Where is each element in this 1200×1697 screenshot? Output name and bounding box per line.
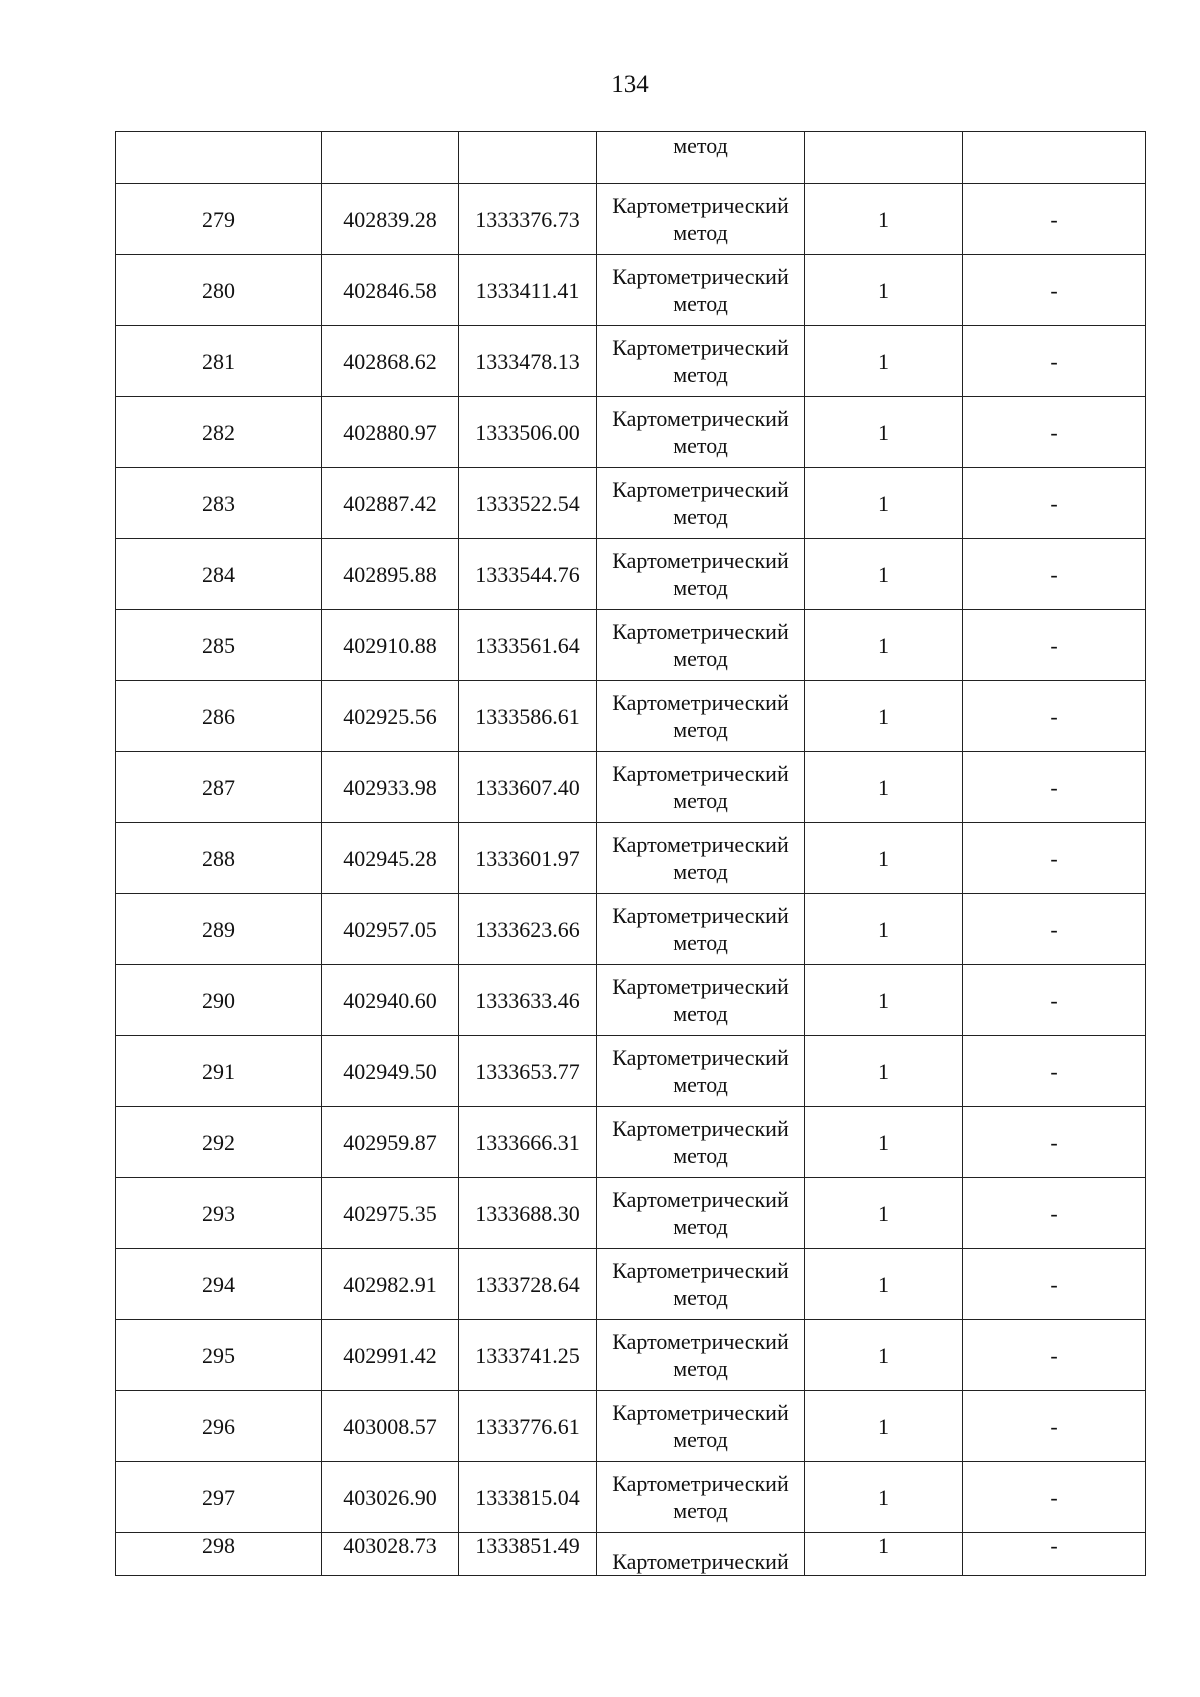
method-line1: Картометрический <box>612 1045 789 1070</box>
cell-method <box>597 1036 805 1107</box>
cell-accuracy: 1 <box>805 255 963 326</box>
cell-num: 280 <box>116 255 322 326</box>
cell-method <box>597 1462 805 1533</box>
cell-num: 283 <box>116 468 322 539</box>
cell-x <box>322 132 459 184</box>
cell-num: 291 <box>116 1036 322 1107</box>
cell-method <box>597 752 805 823</box>
cell-note: - <box>963 468 1146 539</box>
cell-num: 296 <box>116 1391 322 1462</box>
cell-x: 402868.62 <box>322 326 459 397</box>
table-row <box>116 468 1146 539</box>
cell-accuracy: 1 <box>805 1249 963 1320</box>
cell-y: 1333411.41 <box>459 255 597 326</box>
cell-accuracy: 1 <box>805 1391 963 1462</box>
cell-y: 1333623.66 <box>459 894 597 965</box>
cell-y: 1333601.97 <box>459 823 597 894</box>
cell-y: 1333815.04 <box>459 1462 597 1533</box>
cell-accuracy: 1 <box>805 397 963 468</box>
cell-accuracy: 1 <box>805 1036 963 1107</box>
cell-y: 1333506.00 <box>459 397 597 468</box>
cell-x: 402910.88 <box>322 610 459 681</box>
cell-x: 403028.73 <box>322 1533 459 1576</box>
cell-num: 288 <box>116 823 322 894</box>
method-line1: Картометрический <box>612 690 789 715</box>
cell-num: 293 <box>116 1178 322 1249</box>
method-line2: метод <box>673 1356 728 1381</box>
cell-method <box>597 1320 805 1391</box>
cell-y: 1333728.64 <box>459 1249 597 1320</box>
cell-note: - <box>963 1107 1146 1178</box>
method-line1: Картометрический <box>612 1400 789 1425</box>
cell-y: 1333544.76 <box>459 539 597 610</box>
cell-y: 1333666.31 <box>459 1107 597 1178</box>
cell-x: 402945.28 <box>322 823 459 894</box>
cell-method <box>597 1107 805 1178</box>
table-row <box>116 1320 1146 1391</box>
method-line2: метод <box>673 717 728 742</box>
cell-method <box>597 539 805 610</box>
method-line1: Картометрический <box>612 1116 789 1141</box>
table-row <box>116 1462 1146 1533</box>
method-line2: метод <box>673 1001 728 1026</box>
cell-accuracy: 1 <box>805 894 963 965</box>
cell-num: 281 <box>116 326 322 397</box>
cell-x: 403008.57 <box>322 1391 459 1462</box>
cell-note: - <box>963 610 1146 681</box>
cell-y: 1333376.73 <box>459 184 597 255</box>
cell-num: 297 <box>116 1462 322 1533</box>
cell-num: 287 <box>116 752 322 823</box>
cell-x: 402982.91 <box>322 1249 459 1320</box>
cell-y: 1333851.49 <box>459 1533 597 1576</box>
cell-accuracy <box>805 132 963 184</box>
method-line1: Картометрический <box>612 619 789 644</box>
method-line1: Картометрический <box>612 1258 789 1283</box>
cell-x: 403026.90 <box>322 1462 459 1533</box>
cell-x: 402846.58 <box>322 255 459 326</box>
method-line2: метод <box>673 433 728 458</box>
cell-y: 1333607.40 <box>459 752 597 823</box>
method-line2: метод <box>673 1143 728 1168</box>
cell-x: 402959.87 <box>322 1107 459 1178</box>
cell-method: Картометрический <box>597 1533 805 1576</box>
cell-note <box>963 132 1146 184</box>
method-line2: метод <box>673 291 728 316</box>
cell-num: 289 <box>116 894 322 965</box>
method-line1: Картометрический <box>612 1329 789 1354</box>
cell-y: 1333653.77 <box>459 1036 597 1107</box>
method-line1: Картометрический <box>612 193 789 218</box>
cell-note: - <box>963 1249 1146 1320</box>
method-line2: метод <box>673 1285 728 1310</box>
cell-note: - <box>963 397 1146 468</box>
method-line1: Картометрический <box>612 477 789 502</box>
cell-method <box>597 965 805 1036</box>
cell-accuracy: 1 <box>805 1107 963 1178</box>
cell-method <box>597 823 805 894</box>
method-line1: Картометрический <box>612 832 789 857</box>
page-number: 134 <box>611 71 649 98</box>
cell-num: 298 <box>116 1533 322 1576</box>
cell-x: 402940.60 <box>322 965 459 1036</box>
cell-note: - <box>963 752 1146 823</box>
cell-x: 402895.88 <box>322 539 459 610</box>
table-row <box>116 539 1146 610</box>
cell-x: 402880.97 <box>322 397 459 468</box>
cell-note: - <box>963 681 1146 752</box>
cell-method <box>597 326 805 397</box>
cell-method <box>597 132 805 184</box>
method-line2: метод <box>673 930 728 955</box>
method-line1: Картометрический <box>612 264 789 289</box>
cell-note: - <box>963 1036 1146 1107</box>
cell-method <box>597 1391 805 1462</box>
method-line2: метод <box>673 575 728 600</box>
cell-y <box>459 132 597 184</box>
method-line1: Картометрический <box>612 903 789 928</box>
table-row <box>116 752 1146 823</box>
cell-y: 1333586.61 <box>459 681 597 752</box>
cell-y: 1333776.61 <box>459 1391 597 1462</box>
method-line1: Картометрический <box>612 548 789 573</box>
cell-num: 284 <box>116 539 322 610</box>
cell-num: 294 <box>116 1249 322 1320</box>
table-row <box>116 681 1146 752</box>
table-row <box>116 326 1146 397</box>
cell-method <box>597 610 805 681</box>
cell-num: 290 <box>116 965 322 1036</box>
cell-note: - <box>963 539 1146 610</box>
cell-accuracy: 1 <box>805 1533 963 1576</box>
cell-note: - <box>963 255 1146 326</box>
table-row-last <box>116 1533 1146 1576</box>
cell-accuracy: 1 <box>805 1462 963 1533</box>
method-line1: Картометрический <box>612 974 789 999</box>
cell-method <box>597 681 805 752</box>
table-row-continued <box>116 132 1146 184</box>
cell-method <box>597 894 805 965</box>
method-line2: метод <box>673 362 728 387</box>
cell-note: - <box>963 823 1146 894</box>
cell-method <box>597 397 805 468</box>
table-row <box>116 1391 1146 1462</box>
cell-x: 402949.50 <box>322 1036 459 1107</box>
cell-method <box>597 1249 805 1320</box>
table-row <box>116 823 1146 894</box>
cell-accuracy: 1 <box>805 184 963 255</box>
cell-y: 1333561.64 <box>459 610 597 681</box>
cell-accuracy: 1 <box>805 823 963 894</box>
cell-note: - <box>963 1320 1146 1391</box>
cell-note: - <box>963 965 1146 1036</box>
table-row <box>116 1107 1146 1178</box>
cell-x: 402991.42 <box>322 1320 459 1391</box>
table-row <box>116 184 1146 255</box>
table-row <box>116 894 1146 965</box>
method-line2: метод <box>673 133 728 158</box>
method-line2: метод <box>673 859 728 884</box>
cell-accuracy: 1 <box>805 1178 963 1249</box>
cell-x: 402925.56 <box>322 681 459 752</box>
cell-method <box>597 184 805 255</box>
cell-y: 1333522.54 <box>459 468 597 539</box>
cell-method <box>597 1178 805 1249</box>
method-line2: метод <box>673 788 728 813</box>
table-row <box>116 397 1146 468</box>
table-row <box>116 1249 1146 1320</box>
method-line2: метод <box>673 1427 728 1452</box>
table-row <box>116 1036 1146 1107</box>
cell-y: 1333478.13 <box>459 326 597 397</box>
method-line2: метод <box>673 646 728 671</box>
table-row <box>116 255 1146 326</box>
cell-method <box>597 468 805 539</box>
cell-num: 295 <box>116 1320 322 1391</box>
cell-accuracy: 1 <box>805 681 963 752</box>
cell-note: - <box>963 894 1146 965</box>
cell-x: 402839.28 <box>322 184 459 255</box>
cell-num: 285 <box>116 610 322 681</box>
cell-accuracy: 1 <box>805 326 963 397</box>
cell-accuracy: 1 <box>805 1320 963 1391</box>
cell-note: - <box>963 1462 1146 1533</box>
cell-x: 402887.42 <box>322 468 459 539</box>
method-line2: метод <box>673 504 728 529</box>
coordinates-table <box>115 131 1146 1576</box>
cell-accuracy: 1 <box>805 468 963 539</box>
cell-x: 402975.35 <box>322 1178 459 1249</box>
cell-num: 279 <box>116 184 322 255</box>
cell-accuracy: 1 <box>805 539 963 610</box>
cell-accuracy: 1 <box>805 610 963 681</box>
method-line2: метод <box>673 1214 728 1239</box>
table-row <box>116 965 1146 1036</box>
method-line2: метод <box>673 1498 728 1523</box>
cell-num: 282 <box>116 397 322 468</box>
cell-note: - <box>963 1533 1146 1576</box>
cell-x: 402933.98 <box>322 752 459 823</box>
cell-num: 286 <box>116 681 322 752</box>
cell-num <box>116 132 322 184</box>
method-line1: Картометрический <box>612 1471 789 1496</box>
cell-y: 1333688.30 <box>459 1178 597 1249</box>
cell-accuracy: 1 <box>805 965 963 1036</box>
cell-note: - <box>963 1391 1146 1462</box>
method-line1: Картометрический <box>612 1187 789 1212</box>
table-row <box>116 610 1146 681</box>
cell-note: - <box>963 326 1146 397</box>
cell-accuracy: 1 <box>805 752 963 823</box>
cell-note: - <box>963 1178 1146 1249</box>
method-line1: Картометрический <box>612 335 789 360</box>
cell-num: 292 <box>116 1107 322 1178</box>
table-row <box>116 1178 1146 1249</box>
cell-method <box>597 255 805 326</box>
cell-note: - <box>963 184 1146 255</box>
method-line1: Картометрический <box>612 761 789 786</box>
method-line1: Картометрический <box>612 406 789 431</box>
method-line2: метод <box>673 1072 728 1097</box>
method-line2: метод <box>673 220 728 245</box>
cell-y: 1333633.46 <box>459 965 597 1036</box>
cell-x: 402957.05 <box>322 894 459 965</box>
cell-y: 1333741.25 <box>459 1320 597 1391</box>
